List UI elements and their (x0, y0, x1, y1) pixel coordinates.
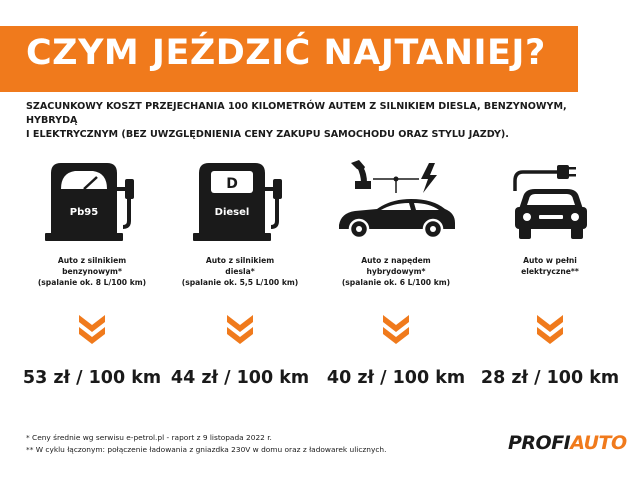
page-title: CZYM JEŹDZIĆ NAJTANIEJ? (26, 33, 546, 73)
price-value: 44 zł / 100 km (170, 368, 310, 388)
page-subtitle (26, 100, 616, 142)
label-line: (spalanie ok. 6 L/100 km) (341, 278, 451, 287)
label-line: diesla* (225, 267, 255, 276)
footnote: * Ceny średnie wg serwisu e-petrol.pl - raport z 9 listopada 2022 r. (26, 433, 272, 442)
chevron-down-icon (535, 313, 565, 347)
footnotes (26, 432, 496, 456)
fuel-pump-icon (17, 155, 167, 245)
column-label (321, 255, 471, 288)
label-line: Auto w pełni (523, 256, 577, 265)
fuel-pump-icon (165, 155, 315, 245)
label-line: Auto z napędem (361, 256, 431, 265)
pump-label: Pb95 (69, 207, 99, 218)
label-line: elektryczne** (521, 267, 579, 276)
electric-car-icon (475, 155, 625, 245)
column-label (17, 255, 167, 288)
price-value: 28 zł / 100 km (480, 368, 620, 388)
chevron-down-icon (225, 313, 255, 347)
profiauto-logo (508, 432, 627, 458)
chevron-down-icon (381, 313, 411, 347)
price-value: 53 zł / 100 km (22, 368, 162, 388)
column-label (165, 255, 315, 288)
footnote: ** W cyklu łączonym: połączenie ładowania z gniazdka 230V w domu oraz z ładowarek ulicznych. (26, 445, 387, 454)
label-line: Auto z silnikiem (205, 256, 275, 265)
label-line: (spalanie ok. 8 L/100 km) (37, 278, 147, 287)
hybrid-car-icon (321, 155, 471, 245)
pump-letter: D (226, 176, 238, 192)
label-line: benzynowym* (62, 267, 122, 276)
price-value: 40 zł / 100 km (326, 368, 466, 388)
logo-part-2: AUTO (570, 432, 627, 454)
logo-part-1: PROFI (508, 432, 571, 454)
subtitle-line-1: SZACUNKOWY KOSZT PRZEJECHANIA 100 KILOMETRÓW AUTEM Z SILNIKIEM DIESLA, BENZYNOWYM, HYBRYDĄ (26, 101, 567, 126)
column-label (475, 255, 625, 277)
label-line: Auto z silnikiem (57, 256, 127, 265)
label-line: (spalanie ok. 5,5 L/100 km) (181, 278, 299, 287)
label-line: hybrydowym* (366, 267, 426, 276)
subtitle-line-2: I ELEKTRYCZNYM (BEZ UWZGLĘDNIENIA CENY ZAKUPU SAMOCHODU ORAZ STYLU JAZDY). (26, 129, 509, 140)
chevron-down-icon (77, 313, 107, 347)
pump-label: Diesel (214, 207, 250, 218)
